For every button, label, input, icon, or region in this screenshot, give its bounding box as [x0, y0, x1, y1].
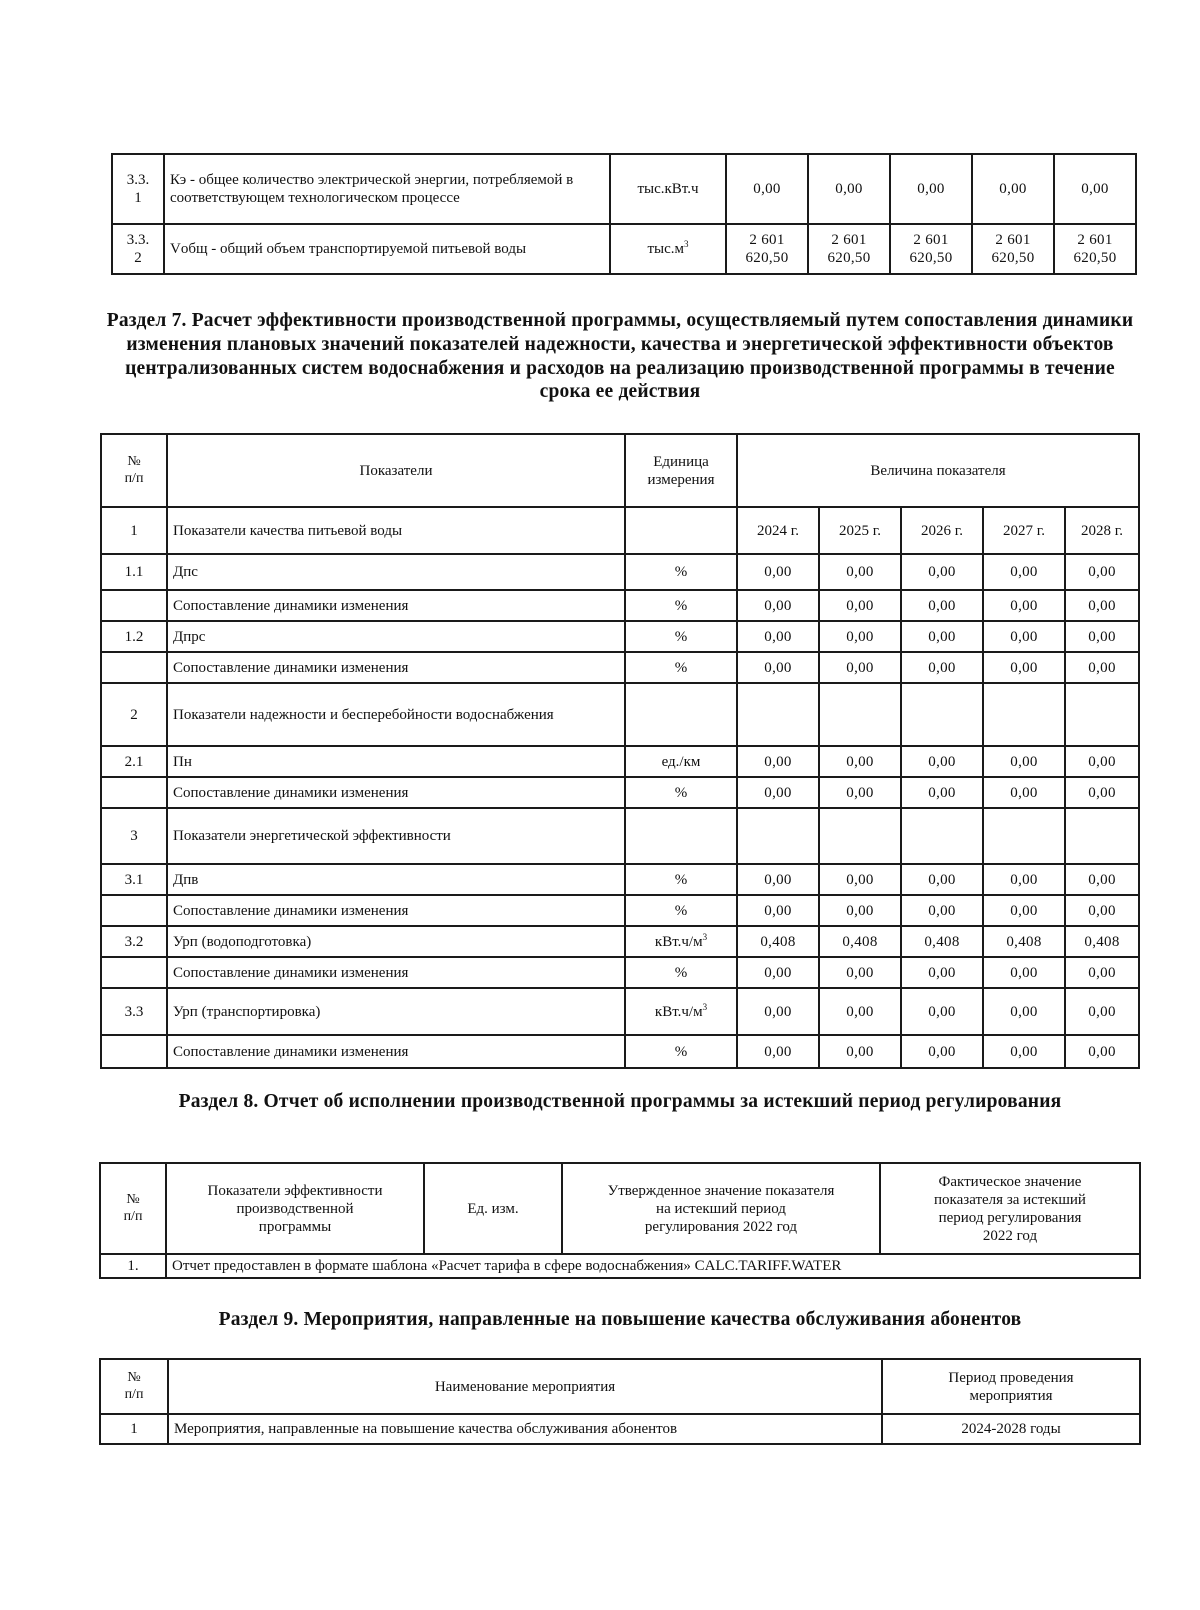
row-value: 0,00: [1065, 777, 1139, 808]
row-num: 3: [101, 808, 167, 864]
row-unit: [625, 957, 737, 988]
row-label: Дпрс: [167, 621, 625, 652]
row-value: 0,00: [737, 988, 819, 1035]
row-value: 0,00: [1065, 1035, 1139, 1068]
row-value: 0,00: [1065, 652, 1139, 683]
row-num: 2: [101, 683, 167, 746]
row-num: 1: [101, 507, 167, 554]
row-value: 0,00: [1065, 590, 1139, 621]
s8-header-unit: Ед. изм.: [424, 1163, 562, 1254]
row-unit: [625, 652, 737, 683]
row-num: [101, 1035, 167, 1068]
table-row: [101, 652, 1139, 683]
row-value: 0,408: [901, 926, 983, 957]
s8-row-num: 1.: [100, 1254, 166, 1278]
table-row: [112, 154, 1136, 224]
row-value: 0,00: [901, 746, 983, 777]
table-row: [101, 746, 1139, 777]
row-value: 2 601 620,50: [890, 224, 972, 274]
year-header: 2028 г.: [1065, 507, 1139, 554]
row-value: 2 601 620,50: [972, 224, 1054, 274]
section9-table: [99, 1358, 1141, 1445]
row-unit: [625, 590, 737, 621]
row-label: Урп (водоподготовка): [167, 926, 625, 957]
row-value: 0,00: [983, 554, 1065, 590]
row-num: 3.3. 1: [112, 154, 164, 224]
row-value: 0,00: [1065, 957, 1139, 988]
row-value: 0,00: [819, 864, 901, 895]
section8-title: Раздел 8. Отчет об исполнении производственной программы за истекший период регулирования: [178, 1091, 1062, 1112]
row-value: 0,00: [737, 957, 819, 988]
year-header: 2026 г.: [901, 507, 983, 554]
row-value: 0,00: [983, 777, 1065, 808]
row-value: 0,00: [737, 746, 819, 777]
table-row: [101, 864, 1139, 895]
row-unit-text: %: [674, 784, 688, 801]
year-header: 2025 г.: [819, 507, 901, 554]
row-num: 3.3. 2: [112, 224, 164, 274]
s8-row-text: Отчет предоставлен в формате шаблона «Расчет тарифа в сфере водоснабжения» CALC.TARIFF.WATER: [166, 1254, 1140, 1278]
row-label: Показатели энергетической эффективности: [167, 808, 625, 864]
row-value: 0,00: [890, 154, 972, 224]
table-row: [101, 988, 1139, 1035]
row-unit-text: %: [674, 659, 688, 676]
row-value: 0,00: [983, 1035, 1065, 1068]
row-value: 0,00: [737, 652, 819, 683]
header-num: № п/п: [101, 434, 167, 507]
row-value: 0,00: [819, 590, 901, 621]
table-row: [101, 621, 1139, 652]
row-unit: [625, 554, 737, 590]
s9-header-name: Наименование мероприятия: [168, 1359, 882, 1414]
row-unit-text: %: [674, 564, 688, 580]
row-value: [737, 808, 819, 864]
row-unit-text: %: [674, 628, 688, 645]
row-unit: [625, 1035, 737, 1068]
row-value: [901, 683, 983, 746]
row-value: 0,00: [1065, 554, 1139, 590]
row-unit: [625, 808, 737, 864]
row-value: 0,00: [983, 590, 1065, 621]
row-value: 0,408: [1065, 926, 1139, 957]
row-unit-sup: 3: [702, 931, 708, 942]
row-label: Сопоставление динамики изменения: [167, 590, 625, 621]
row-value: [901, 808, 983, 864]
row-unit: [625, 926, 737, 957]
row-value: 0,00: [726, 154, 808, 224]
row-label: Урп (транспортировка): [167, 988, 625, 1035]
row-value: 0,408: [819, 926, 901, 957]
row-value: 0,00: [901, 621, 983, 652]
s9-header-period: Период проведения мероприятия: [882, 1359, 1140, 1414]
row-value: 0,00: [819, 957, 901, 988]
row-unit-text: %: [674, 1043, 688, 1060]
row-num: 3.2: [101, 926, 167, 957]
row-value: 0,00: [983, 957, 1065, 988]
row-value: 0,00: [901, 554, 983, 590]
row-value: 0,00: [819, 988, 901, 1035]
year-header: 2024 г.: [737, 507, 819, 554]
section7-title: Раздел 7. Расчет эффективности производственной программы, осуществляемый путем сопоставления динамики изменения плановых значений показателей надежности, качества и энергетической эффективности объектов централизованных систем водоснабжения и расходов на реализацию производственной программы в течение срока ее действия: [106, 310, 1134, 403]
row-value: 0,00: [737, 590, 819, 621]
row-num: [101, 957, 167, 988]
row-value: 0,00: [819, 895, 901, 926]
row-value: 0,00: [737, 895, 819, 926]
s8-header-approved: Утвержденное значение показателя на истекший период регулирования 2022 год: [562, 1163, 880, 1254]
row-label: Сопоставление динамики изменения: [167, 1035, 625, 1068]
row-value: 0,00: [737, 777, 819, 808]
row-value: 0,00: [1065, 621, 1139, 652]
row-num: 2.1: [101, 746, 167, 777]
row-value: [983, 683, 1065, 746]
row-label: Сопоставление динамики изменения: [167, 777, 625, 808]
row-value: 0,00: [901, 895, 983, 926]
row-num: [101, 895, 167, 926]
row-value: 0,00: [901, 777, 983, 808]
row-value: 0,00: [901, 590, 983, 621]
row-value: 0,00: [983, 652, 1065, 683]
row-value: 0,00: [901, 957, 983, 988]
section9-title: Раздел 9. Мероприятия, направленные на повышение качества обслуживания абонентов: [218, 1309, 1022, 1330]
table-row: [101, 895, 1139, 926]
row-num: [101, 590, 167, 621]
header-value: Величина показателя: [737, 434, 1139, 507]
table-row: [101, 808, 1139, 864]
s8-header-indicators: Показатели эффективности производственной программы: [166, 1163, 424, 1254]
row-unit-text: %: [674, 964, 688, 981]
table-row: [101, 554, 1139, 590]
row-value: 0,408: [983, 926, 1065, 957]
year-header: 2027 г.: [983, 507, 1065, 554]
row-unit: [625, 864, 737, 895]
table-row: [101, 957, 1139, 988]
row-unit-text: ед./км: [661, 753, 701, 770]
row-value: 0,00: [901, 1035, 983, 1068]
table-row: [101, 777, 1139, 808]
row-value: 0,00: [983, 621, 1065, 652]
row-value: [1065, 683, 1139, 746]
row-label: Пн: [167, 746, 625, 777]
row-unit: [625, 683, 737, 746]
row-unit: [625, 988, 737, 1035]
table-row: [101, 683, 1139, 746]
row-unit-text: %: [674, 871, 688, 888]
s9-header-num: № п/п: [100, 1359, 168, 1414]
row-label: Сопоставление динамики изменения: [167, 652, 625, 683]
row-unit: [625, 621, 737, 652]
row-value: 0,00: [1065, 864, 1139, 895]
row-value: 0,00: [983, 746, 1065, 777]
row-label: Показатели надежности и бесперебойности водоснабжения: [167, 683, 625, 746]
row-value: 0,00: [983, 895, 1065, 926]
row-value: [819, 683, 901, 746]
row-label: Vобщ - общий объем транспортируемой питьевой воды: [164, 224, 610, 274]
header-indicators: Показатели: [167, 434, 625, 507]
row-label: Сопоставление динамики изменения: [167, 895, 625, 926]
row-unit: [625, 895, 737, 926]
top-table: [111, 153, 1137, 275]
row-value: 0,00: [819, 652, 901, 683]
row-label: Показатели качества питьевой воды: [167, 507, 625, 554]
row-value: 0,00: [737, 1035, 819, 1068]
row-value: [983, 808, 1065, 864]
row-value: 0,00: [972, 154, 1054, 224]
s9-row-num: 1: [100, 1414, 168, 1444]
row-value: [819, 808, 901, 864]
row-unit-text: %: [674, 597, 688, 614]
row-unit-text: кВт.ч/м: [654, 1003, 703, 1020]
row-value: 0,00: [737, 621, 819, 652]
s9-row-name: Мероприятия, направленные на повышение качества обслуживания абонентов: [168, 1414, 882, 1444]
section8-table: [99, 1162, 1141, 1279]
row-label: Кэ - общее количество электрической энергии, потребляемой в соответствующем технологическом процессе: [164, 154, 610, 224]
row-label: Дпв: [167, 864, 625, 895]
row-unit-text: тыс.кВт.ч: [637, 181, 699, 197]
row-unit: [625, 746, 737, 777]
row-value: 0,00: [1065, 746, 1139, 777]
row-unit-text: тыс.м: [647, 241, 685, 257]
table-row: [101, 507, 1139, 554]
row-value: 0,00: [983, 864, 1065, 895]
row-unit: [610, 224, 726, 274]
row-unit-sup: 3: [684, 239, 689, 249]
row-value: 2 601 620,50: [726, 224, 808, 274]
row-value: 0,00: [901, 988, 983, 1035]
row-value: 0,00: [819, 1035, 901, 1068]
row-label: Дпс: [167, 554, 625, 590]
row-unit: [625, 507, 737, 554]
row-value: 0,00: [819, 746, 901, 777]
row-value: 0,00: [983, 988, 1065, 1035]
row-unit: [625, 777, 737, 808]
section7-table: [100, 433, 1140, 1069]
table-row: [101, 1035, 1139, 1068]
row-value: 0,00: [737, 554, 819, 590]
row-value: 0,00: [1065, 895, 1139, 926]
row-num: 1.1: [101, 554, 167, 590]
row-value: 0,00: [819, 777, 901, 808]
s9-row-period: 2024-2028 годы: [882, 1414, 1140, 1444]
row-value: 0,408: [737, 926, 819, 957]
row-value: [737, 683, 819, 746]
s8-header-actual: Фактическое значение показателя за истекший период регулирования 2022 год: [880, 1163, 1140, 1254]
row-value: 0,00: [1065, 988, 1139, 1035]
row-value: 0,00: [1054, 154, 1136, 224]
row-value: 2 601 620,50: [808, 224, 890, 274]
row-value: 0,00: [819, 621, 901, 652]
row-label: Сопоставление динамики изменения: [167, 957, 625, 988]
row-num: [101, 652, 167, 683]
row-num: [101, 777, 167, 808]
s8-header-num: № п/п: [100, 1163, 166, 1254]
row-unit: [610, 154, 726, 224]
row-unit-text: кВт.ч/м: [654, 933, 703, 950]
row-value: 0,00: [901, 652, 983, 683]
row-num: 1.2: [101, 621, 167, 652]
row-value: 0,00: [808, 154, 890, 224]
row-value: 0,00: [819, 554, 901, 590]
table-row: [101, 926, 1139, 957]
row-value: 2 601 620,50: [1054, 224, 1136, 274]
table-row: [101, 590, 1139, 621]
row-value: 0,00: [737, 864, 819, 895]
header-unit: Единица измерения: [625, 434, 737, 507]
table-row: [112, 224, 1136, 274]
row-num: 3.3: [101, 988, 167, 1035]
row-value: [1065, 808, 1139, 864]
row-unit-text: %: [674, 902, 688, 919]
row-unit-sup: 3: [702, 1001, 708, 1012]
row-value: 0,00: [901, 864, 983, 895]
row-num: 3.1: [101, 864, 167, 895]
